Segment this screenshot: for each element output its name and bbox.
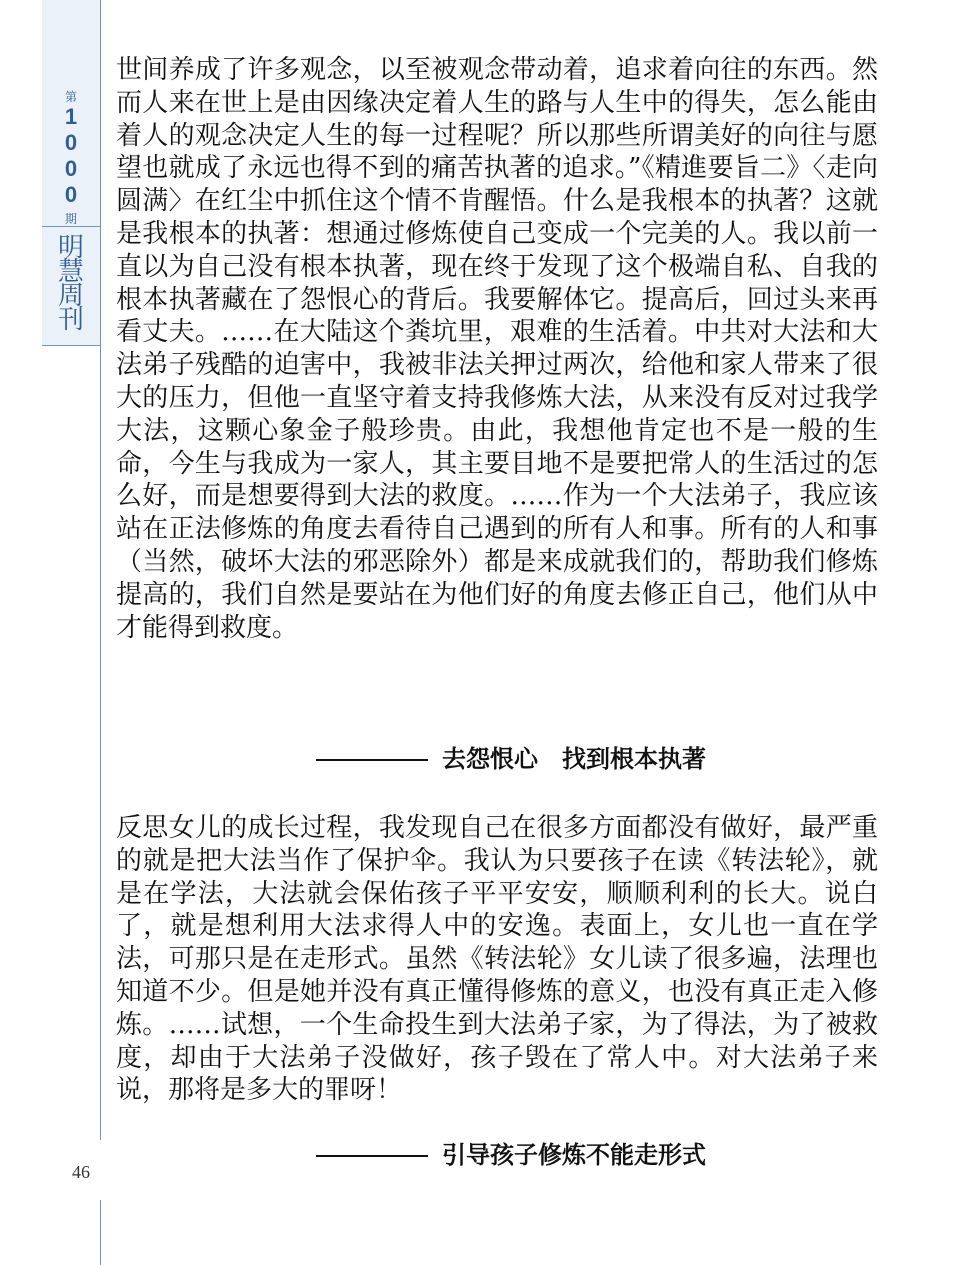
quote-caption — [316, 1138, 706, 1172]
issue-digit: 0 — [64, 130, 78, 155]
magazine-title-char: 周 — [57, 281, 84, 311]
magazine-title-char: 刊 — [57, 305, 84, 335]
issue-digit: 0 — [64, 156, 78, 181]
em-dash-rule — [316, 759, 428, 761]
caption-text: 去怨恨心 找到根本执著 — [442, 745, 706, 773]
margin-rule-lower — [100, 1200, 101, 1265]
caption-text: 引导孩子修炼不能走形式 — [442, 1141, 706, 1169]
magazine-title — [42, 233, 100, 335]
quote-caption — [316, 742, 706, 776]
margin-divider — [42, 345, 100, 346]
margin-divider — [42, 226, 100, 227]
magazine-title-char: 慧 — [57, 257, 84, 287]
body-paragraph: 反思女儿的成长过程，我发现自己在很多方面都没有做好，最严重的就是把大法当作了保护伞。我认为只要孩子在读《转法轮》，就是在学法，大法就会保佑孩子平平安安，顺顺利利的长大。说白了，就是想利用大法求得人中的安逸。表面上，女儿也一直在学法，可那只是在走形式。虽然《转法轮》女儿读了很多遍，法理也知道不少。但是她并没有真正懂得修炼的意义，也没有真正走入修炼。……试想，一个生命投生到大法弟子家，为了得法，为了被救度，却由于大法弟子没做好，孩子毁在了常人中。对大法弟子来说，那将是多大的罪呀！ — [116, 813, 878, 1106]
issue-digit: 0 — [64, 182, 78, 207]
em-dash-rule — [316, 1155, 428, 1157]
margin-rule-upper — [100, 345, 101, 1140]
issue-prefix: 第 — [64, 90, 77, 104]
issue-suffix: 期 — [64, 212, 77, 226]
issue-digit: 1 — [64, 104, 78, 129]
page-number: 46 — [72, 1162, 90, 1182]
body-paragraph: 世间养成了许多观念，以至被观念带动着，追求着向往的东西。然而人来在世上是由因缘决定着人生的路与人生中的得失，怎么能由着人的观念决定人生的每一过程呢？所以那些所谓美好的向往与愿望也就成了永远也得不到的痛苦执著的追求。”《精進要旨二》〈走向圆满〉在红尘中抓住这个情不肯醒悟。什么是我根本的执著？这就是我根本的执著：想通过修炼使自己变成一个完美的人。我以前一直以为自己没有根本执著，现在终于发现了这个极端自私、自我的根本执著藏在了怨恨心的背后。我要解体它。提高后，回过头来再看丈夫。……在大陆这个粪坑里，艰难的生活着。中共对大法和大法弟子残酷的迫害中，我被非法关押过两次，给他和家人带来了很大的压力，但他一直坚守着支持我修炼大法，从来没有反对过我学大法，这颗心象金子般珍贵。由此，我想他肯定也不是一般的生命，今生与我成为一家人，其主要目地不是要把常人的生活过的怎么好，而是想要得到大法的救度。……作为一个大法弟子，我应该站在正法修炼的角度去看待自己遇到的所有人和事。所有的人和事（当然，破坏大法的邪恶除外）都是来成就我们的，帮助我们修炼提高的，我们自然是要站在为他们好的角度去修正自己，他们从中才能得到救度。 — [116, 55, 878, 643]
magazine-title-char: 明 — [57, 233, 84, 263]
